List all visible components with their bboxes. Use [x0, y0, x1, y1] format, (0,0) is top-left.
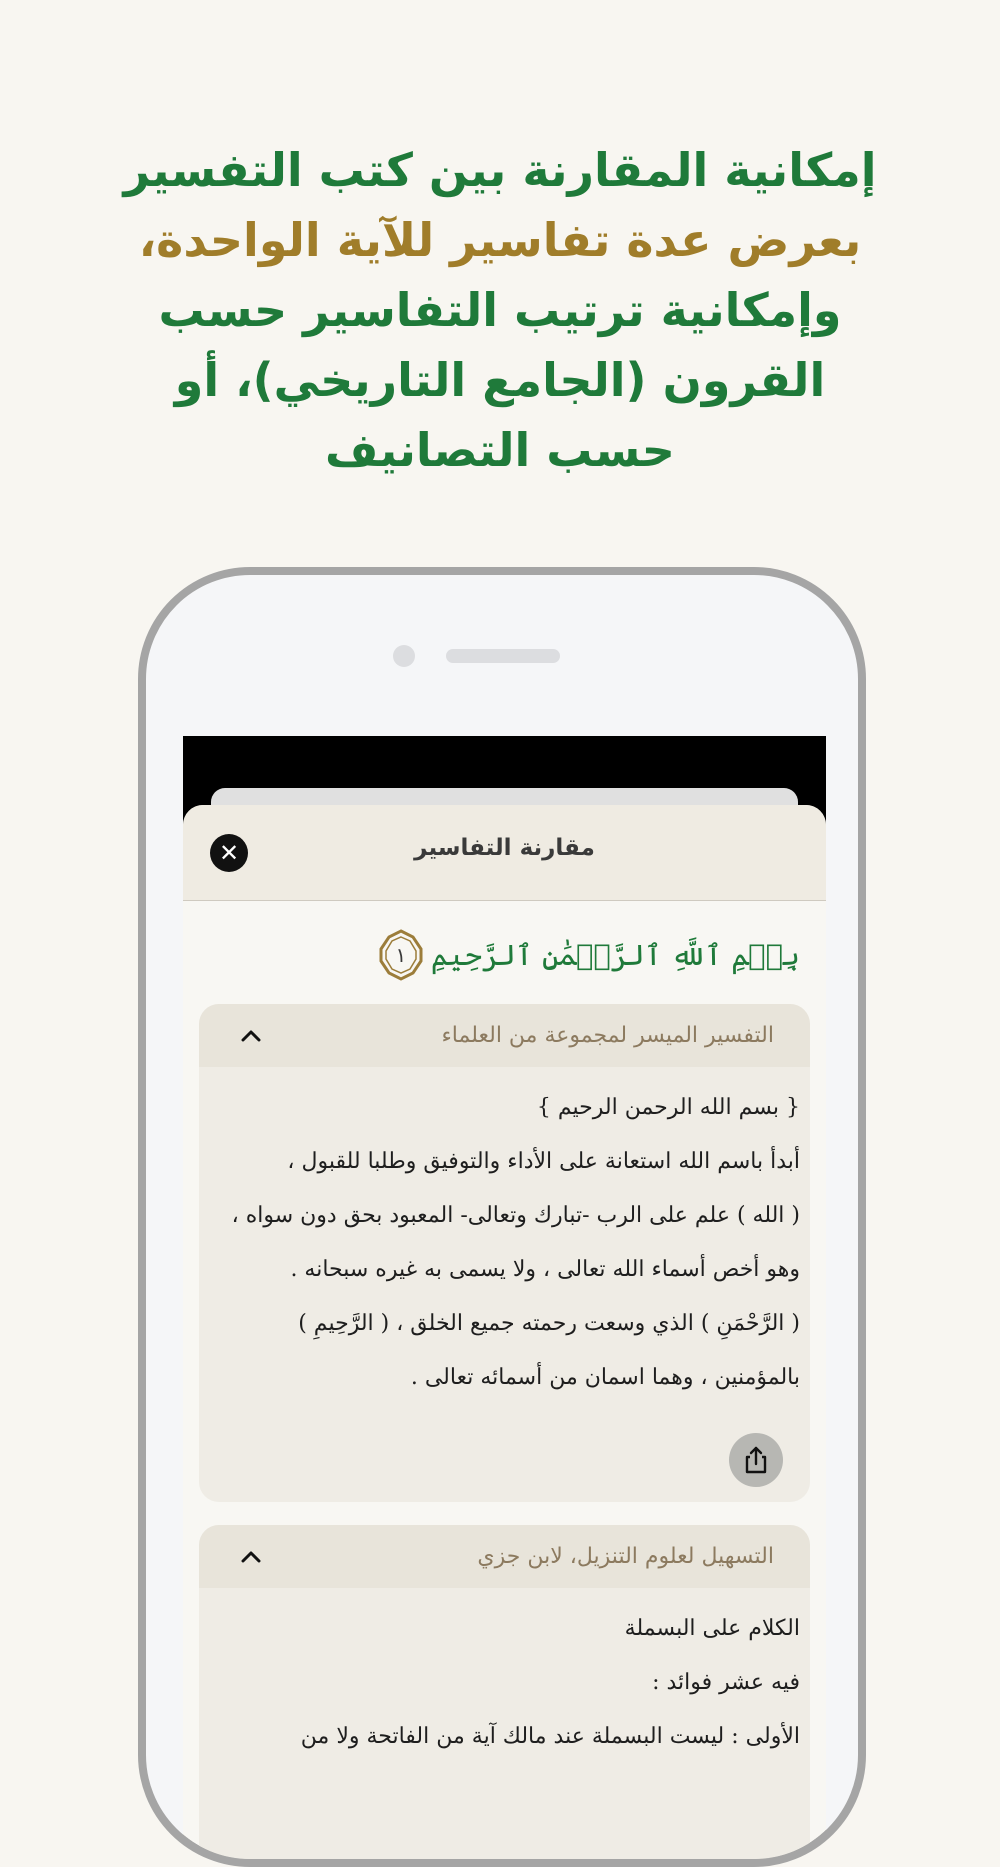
tafsir-card-body: [199, 1588, 810, 1764]
tafsir-line: الكلام على البسملة: [624, 1616, 800, 1641]
headline-line-4: القرون (الجامع التاريخي)، أو: [174, 353, 826, 407]
tafsir-card: [199, 1525, 810, 1867]
tafsir-line: ( الرَّحْمَنِ ) الذي وسعت رحمته جميع الخلق ، ( الرَّحِيمِ ): [298, 1311, 800, 1336]
tafsir-line: الأولى : ليست البسملة عند مالك آية من الفاتحة ولا من: [300, 1724, 800, 1749]
tafsir-card: [199, 1004, 810, 1502]
phone-screen: [183, 736, 826, 1867]
close-button[interactable]: [210, 834, 248, 872]
phone-frame: [138, 567, 866, 1867]
headline-line-1: إمكانية المقارنة بين كتب التفسير: [123, 143, 877, 197]
tafsir-line: بالمؤمنين ، وهما اسمان من أسمائه تعالى .: [410, 1365, 800, 1390]
tafsir-card-header[interactable]: [199, 1525, 810, 1588]
sheet-title: مقارنة التفاسير: [414, 835, 595, 861]
tafsir-line: فيه عشر فوائد :: [652, 1670, 800, 1695]
headline-line-5: حسب التصانيف: [325, 423, 675, 477]
chevron-up-icon[interactable]: [237, 1022, 265, 1050]
headline-line-2: بعرض عدة تفاسير للآية الواحدة،: [138, 213, 862, 267]
verse-row: [183, 925, 826, 985]
tafsir-card-header[interactable]: [199, 1004, 810, 1067]
headline: [100, 135, 900, 485]
tafsir-line: وهو أخص أسماء الله تعالى ، ولا يسمى به غيره سبحانه .: [290, 1257, 800, 1282]
tafsir-card-title: التفسير الميسر لمجموعة من العلماء: [441, 1023, 774, 1048]
tafsir-line: ( الله ) علم على الرب -تبارك وتعالى- المعبود بحق دون سواه ،: [231, 1203, 800, 1228]
tafsir-comparison-sheet: [183, 805, 826, 1867]
tafsir-line: { بسم الله الرحمن الرحيم }: [536, 1095, 800, 1120]
close-icon: ✕: [218, 839, 240, 867]
share-icon: [742, 1445, 770, 1475]
speaker-grille: [446, 649, 560, 663]
tafsir-card-title: التسهيل لعلوم التنزيل، لابن جزي: [477, 1544, 774, 1569]
sheet-header: [183, 805, 826, 901]
chevron-up-icon[interactable]: [237, 1543, 265, 1571]
ayah-number-marker: [379, 929, 423, 981]
headline-line-3: وإمكانية ترتيب التفاسير حسب: [158, 283, 842, 337]
ayah-number: ١: [395, 943, 407, 967]
camera-dot: [393, 645, 415, 667]
tafsir-line: أبدأ باسم الله استعانة على الأداء والتوفيق وطلبا للقبول ،: [287, 1149, 800, 1174]
tafsir-card-body: [199, 1067, 810, 1405]
verse-text: بِسۡمِ ٱللَّهِ ٱلرَّحۡمَٰنِ ٱلرَّحِيمِ: [430, 938, 800, 972]
share-button[interactable]: [729, 1433, 783, 1487]
